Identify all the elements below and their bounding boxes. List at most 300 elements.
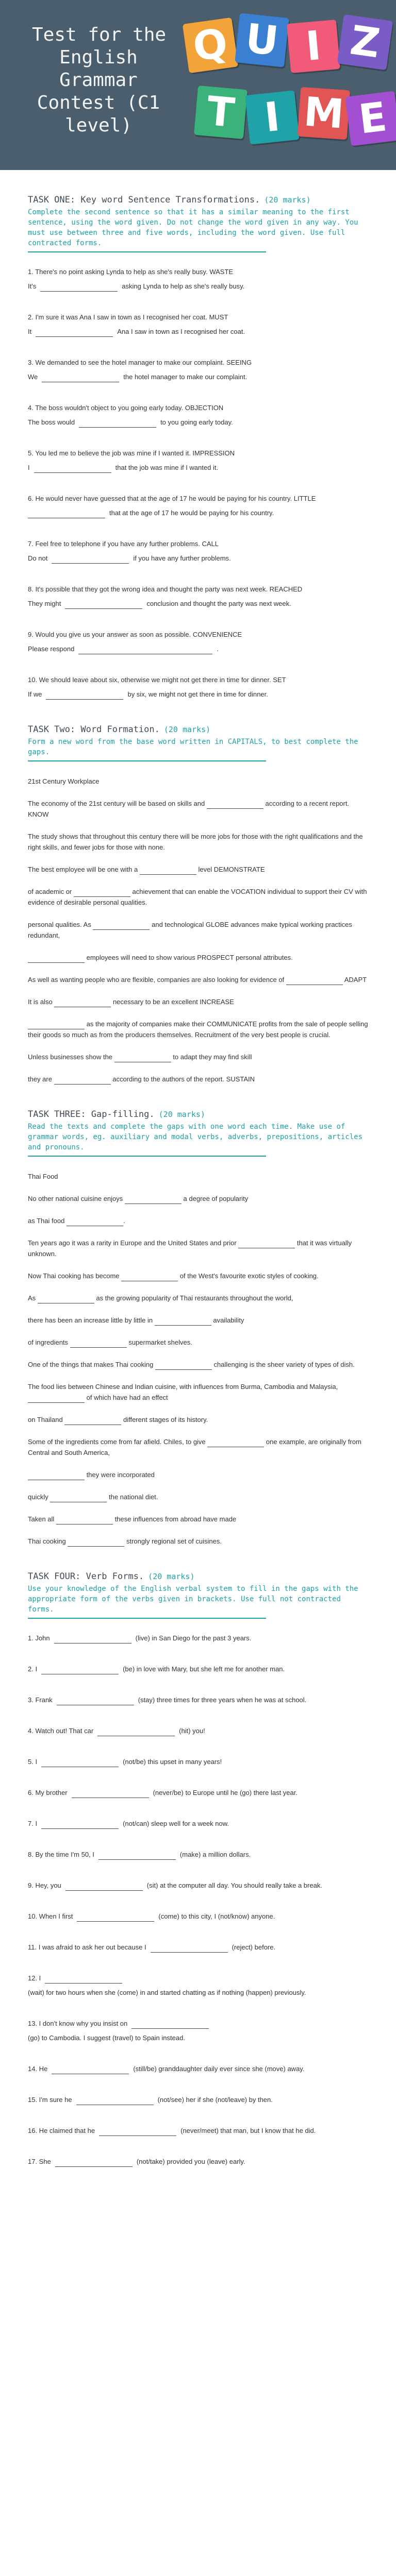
answer-line xyxy=(28,1880,368,1891)
task-one-section xyxy=(28,195,368,700)
text-block xyxy=(28,864,368,875)
answer-line xyxy=(28,2095,368,2105)
question xyxy=(28,312,368,337)
answer-line xyxy=(28,2019,368,2043)
task-marks: (20 marks) xyxy=(163,725,211,734)
answer-line xyxy=(28,1819,368,1829)
text-before: It is also xyxy=(28,998,53,1006)
answer-suffix: Ana I saw in town as I recognised her coat. xyxy=(117,328,245,335)
paragraph xyxy=(28,1381,368,1403)
text-after: employees will need to show various PROSPECT personal attributes. xyxy=(86,954,293,961)
answer-blank[interactable] xyxy=(121,1273,178,1281)
letter-tile: I xyxy=(245,90,300,145)
text-before: The food lies between Chinese and Indian cuisine, with influences from Burma, Cambodia and Malaysia, xyxy=(28,1383,338,1391)
text-after: (wait) for two hours when she (come) in and started chatting as if nothing (happen) previously. xyxy=(28,1989,306,1996)
text-after: according to a recent report. KNOW xyxy=(28,800,350,818)
text-after: strongly regional set of cuisines. xyxy=(126,1537,222,1545)
text-before: 12. I xyxy=(28,1974,41,1982)
question xyxy=(28,1880,368,1891)
title-line: English xyxy=(59,47,138,68)
question xyxy=(28,2095,368,2105)
paragraph xyxy=(28,952,368,963)
paragraph xyxy=(28,1238,368,1259)
answer-blank[interactable] xyxy=(41,1666,119,1674)
text-block xyxy=(28,798,368,820)
quiz-time-tiles xyxy=(165,0,396,170)
text-block xyxy=(28,1381,368,1403)
paragraph xyxy=(28,1414,368,1425)
answer-line xyxy=(28,1633,368,1643)
text-after: challenging is the sheer variety of types of dish. xyxy=(213,1361,355,1368)
paragraph xyxy=(28,798,368,820)
paragraph: The study shows that throughout this century there will be more jobs for those with the right qualifications and the right skills, and fewer jobs for those with none. xyxy=(28,833,363,851)
text-after: (hit) you! xyxy=(179,1727,205,1735)
question xyxy=(28,358,368,382)
answer-blank[interactable] xyxy=(55,2158,133,2167)
question xyxy=(28,2064,368,2074)
text-before: 16. He claimed that he xyxy=(28,2127,95,2134)
letter-tile: T xyxy=(194,86,248,139)
text-after: (sit) at the computer all day. You should really take a break. xyxy=(146,1882,322,1889)
text-block xyxy=(28,1337,368,1348)
answer-blank[interactable] xyxy=(40,283,118,292)
answer-line xyxy=(28,1695,368,1705)
task-marks: (20 marks) xyxy=(158,1110,205,1119)
question xyxy=(28,2019,368,2043)
text-heading: Thai Food xyxy=(28,1173,58,1180)
answer-blank[interactable] xyxy=(93,921,150,930)
content xyxy=(0,195,396,2218)
letter-tile: U xyxy=(235,13,289,67)
answer-blank[interactable] xyxy=(28,510,105,518)
answer-suffix: the hotel manager to make our complaint. xyxy=(123,373,248,381)
answer-blank[interactable] xyxy=(207,1438,264,1447)
answer-prefix: The boss would xyxy=(28,418,75,426)
text-after: achievement that can enable the VOCATION individual to support their CV with evidence of desirable personal qualities. xyxy=(28,888,367,906)
text-before: 11. I was afraid to ask her out because I xyxy=(28,1943,146,1951)
text-block xyxy=(28,831,368,853)
question-sentence: 7. Feel free to telephone if you have any further problems. CALL xyxy=(28,540,219,548)
paragraph xyxy=(28,1536,368,1547)
text-before: 2. I xyxy=(28,1665,38,1673)
text-after: (not/be) this upset in many years! xyxy=(123,1758,222,1766)
text-after: different stages of its history. xyxy=(123,1416,208,1423)
text-before: The best employee will be one with a xyxy=(28,866,138,873)
text-before: No other national cuisine enjoys xyxy=(28,1195,123,1202)
text-before: of academic or xyxy=(28,888,72,895)
question-sentence: 8. It's possible that they got the wrong idea and thought the party was next week. REACHED xyxy=(28,585,303,593)
letter-tile: E xyxy=(345,91,396,146)
answer-line xyxy=(28,463,368,473)
answer-blank[interactable] xyxy=(99,2127,176,2136)
text-before: 17. She xyxy=(28,2158,51,2165)
answer-blank[interactable] xyxy=(54,1635,131,1643)
answer-blank[interactable] xyxy=(38,1295,94,1303)
answer-blank[interactable] xyxy=(131,2020,209,2029)
answer-blank[interactable] xyxy=(36,328,113,337)
answer-line xyxy=(28,689,368,700)
letter-tile: Q xyxy=(183,18,238,73)
answer-blank[interactable] xyxy=(34,464,111,473)
answer-prefix: It xyxy=(28,328,32,335)
answer-blank[interactable] xyxy=(41,1758,119,1767)
answer-blank[interactable] xyxy=(28,954,85,963)
answer-blank[interactable] xyxy=(65,600,142,609)
text-after: ADAPT xyxy=(344,976,367,984)
paragraph xyxy=(28,1215,368,1226)
answer-line xyxy=(28,2157,368,2167)
divider xyxy=(28,251,266,252)
paragraph xyxy=(28,886,368,908)
paragraph xyxy=(28,1074,368,1084)
answer-line xyxy=(28,1911,368,1922)
question xyxy=(28,267,368,292)
answer-blank[interactable] xyxy=(140,866,196,875)
paragraph xyxy=(28,1337,368,1348)
text-after: level DEMONSTRATE xyxy=(198,866,265,873)
answer-suffix: if you have any further problems. xyxy=(133,554,231,562)
text-after: (never/meet) that man, but I know that he did. xyxy=(180,2127,316,2134)
answer-line xyxy=(28,281,368,292)
divider xyxy=(28,1618,266,1619)
answer-prefix: We xyxy=(28,373,38,381)
text-before: 15. I'm sure he xyxy=(28,2096,72,2104)
answer-line xyxy=(28,1788,368,1798)
text-before: One of the things that makes Thai cooking xyxy=(28,1361,154,1368)
answer-blank[interactable] xyxy=(155,1361,212,1370)
answer-suffix: to you going early today. xyxy=(160,418,233,426)
answer-blank[interactable] xyxy=(114,1054,171,1062)
answer-line xyxy=(28,1726,368,1736)
answer-suffix: that the job was mine if I wanted it. xyxy=(115,464,219,471)
question xyxy=(28,1911,368,1922)
answer-blank[interactable] xyxy=(54,998,111,1007)
text-before: Some of the ingredients come from far afield. Chiles, to give xyxy=(28,1438,206,1446)
text-before: 13. I don't know why you insist on xyxy=(28,2020,128,2027)
text-after: (never/be) to Europe until he (go) there last year. xyxy=(153,1789,298,1797)
text-after: (make) a million dollars. xyxy=(179,1851,251,1858)
question-sentence: 10. We should leave about six, otherwise we might not get there in time for dinner. SET xyxy=(28,676,286,684)
answer-line xyxy=(28,327,368,337)
answer-blank[interactable] xyxy=(77,1913,154,1922)
answer-suffix: . xyxy=(217,645,219,653)
task-title-text: TASK Two: Word Formation. xyxy=(28,724,160,735)
header-banner xyxy=(0,0,396,170)
question xyxy=(28,1757,368,1767)
question xyxy=(28,1850,368,1860)
text-after: according to the authors of the report. SUSTAIN xyxy=(112,1075,255,1083)
question-sentence: 9. Would you give us your answer as soon as possible. CONVENIENCE xyxy=(28,631,242,638)
text-after: they were incorporated xyxy=(86,1471,155,1479)
paragraph xyxy=(28,1293,368,1303)
answer-blank[interactable] xyxy=(125,1195,182,1204)
question-sentence: 3. We demanded to see the hotel manager to make our complaint. SEEING xyxy=(28,359,252,366)
text-block xyxy=(28,1359,368,1370)
text-before: they are xyxy=(28,1075,52,1083)
text-before: As well as wanting people who are flexible, companies are also looking for evidence of xyxy=(28,976,285,984)
text-after: these influences from abroad have made xyxy=(114,1515,237,1523)
question-sentence: 1. There's no point asking Lynda to help as she's really busy. WASTE xyxy=(28,268,234,276)
text-before: 9. Hey, you xyxy=(28,1882,61,1889)
answer-blank[interactable] xyxy=(56,1516,113,1524)
answer-blank[interactable] xyxy=(54,1076,111,1084)
paragraph xyxy=(28,974,368,985)
text-block xyxy=(28,1052,368,1062)
answer-blank[interactable] xyxy=(64,1416,121,1425)
text-block xyxy=(28,1074,368,1084)
task-instructions: Use your knowledge of the English verbal system to fill in the gaps with the appropriate form of the verbs given in brackets. Use full not contracted forms. xyxy=(28,1585,358,1614)
answer-blank[interactable] xyxy=(207,800,263,809)
question-sentence: 6. He would never have guessed that at the age of 17 he would be paying for his country. LITTLE xyxy=(28,495,316,502)
question xyxy=(28,630,368,654)
text-block xyxy=(28,1019,368,1040)
text-before: quickly xyxy=(28,1493,48,1501)
paragraph xyxy=(28,1315,368,1326)
text-before: as Thai food xyxy=(28,1217,65,1225)
answer-prefix: If we xyxy=(28,690,42,698)
answer-blank[interactable] xyxy=(28,1471,85,1480)
answer-blank[interactable] xyxy=(28,1394,85,1403)
answer-blank[interactable] xyxy=(76,2096,154,2105)
text-after: necessary to be an excellent INCREASE xyxy=(112,998,234,1006)
text-before: As xyxy=(28,1294,36,1302)
text-block xyxy=(28,919,368,941)
text-before: Thai cooking xyxy=(28,1537,66,1545)
answer-blank[interactable] xyxy=(151,1944,228,1953)
text-after: as the growing popularity of Thai restaurants throughout the world, xyxy=(96,1294,293,1302)
paragraph xyxy=(28,1359,368,1370)
task-instructions: Read the texts and complete the gaps with one word each time. Make use of grammar words, eg. auxiliary and modal verbs, adverbs, prepositions, articles and pronouns. xyxy=(28,1123,363,1151)
question xyxy=(28,1633,368,1643)
question xyxy=(28,448,368,473)
paragraph xyxy=(28,919,368,941)
answer-suffix: that at the age of 17 he would be paying for his country. xyxy=(109,509,274,517)
text-after: (not/take) provided you (leave) early. xyxy=(136,2158,245,2165)
text-after: (not/can) sleep well for a week now. xyxy=(123,1820,229,1827)
task-title-text: TASK ONE: Key word Sentence Transformations. xyxy=(28,195,260,205)
text-block xyxy=(28,1469,368,1480)
text-before: on Thailand xyxy=(28,1416,63,1423)
text-after: (not/see) her if she (not/leave) by then. xyxy=(157,2096,273,2104)
text-after: the national diet. xyxy=(109,1493,158,1501)
task-three-section xyxy=(28,1109,368,1547)
text-after: (stay) three times for three years when he was at school. xyxy=(138,1696,307,1704)
text-before: 7. I xyxy=(28,1820,38,1827)
title-line: Test for the xyxy=(32,24,167,45)
text-block xyxy=(28,1193,368,1204)
text-block xyxy=(28,952,368,963)
text-before: 6. My brother xyxy=(28,1789,68,1797)
paragraph xyxy=(28,864,368,875)
answer-blank[interactable] xyxy=(45,1975,122,1984)
question xyxy=(28,2126,368,2136)
text-block xyxy=(28,974,368,985)
text-before: personal qualities. As xyxy=(28,921,91,928)
answer-blank[interactable] xyxy=(155,1317,211,1326)
answer-line xyxy=(28,1942,368,1953)
question xyxy=(28,1788,368,1798)
paragraph xyxy=(28,1469,368,1480)
text-after: (go) to Cambodia. I suggest (travel) to Spain instead. xyxy=(28,2034,185,2042)
answer-prefix: Do not xyxy=(28,554,48,562)
answer-blank[interactable] xyxy=(79,419,156,428)
text-block xyxy=(28,1514,368,1524)
question xyxy=(28,1726,368,1736)
text-before: 5. I xyxy=(28,1758,38,1766)
answer-blank[interactable] xyxy=(52,555,129,564)
text-after: of the West's favourite exotic styles of cooking. xyxy=(179,1272,319,1280)
answer-blank[interactable] xyxy=(78,646,212,654)
task-title-text: TASK FOUR: Verb Forms. xyxy=(28,1571,144,1582)
answer-line xyxy=(28,1973,368,1998)
text-before: there has been an increase little by little in xyxy=(28,1316,153,1324)
text-after: one example, are originally from Central and South America, xyxy=(28,1438,361,1456)
paragraph xyxy=(28,1436,368,1458)
text-after: that it was virtually unknown. xyxy=(28,1239,352,1258)
question xyxy=(28,1664,368,1674)
task-four-title xyxy=(28,1571,368,1582)
text-block xyxy=(28,776,368,787)
text-before: Ten years ago it was a rarity in Europe and the United States and prior xyxy=(28,1239,237,1247)
text-block xyxy=(28,1293,368,1303)
page-title xyxy=(0,0,165,170)
answer-line xyxy=(28,644,368,654)
task-two-section xyxy=(28,724,368,1084)
text-after: and technological GLOBE advances make typical working practices redundant, xyxy=(28,921,352,939)
answer-blank[interactable] xyxy=(28,1021,85,1029)
text-block xyxy=(28,886,368,908)
answer-suffix: conclusion and thought the party was next week. xyxy=(146,600,291,607)
text-after: a degree of popularity xyxy=(183,1195,249,1202)
text-block xyxy=(28,996,368,1007)
text-after: of which have had an effect xyxy=(86,1394,168,1401)
text-before: Taken all xyxy=(28,1515,55,1523)
text-block xyxy=(28,1315,368,1326)
text-block xyxy=(28,1171,368,1182)
letter-tile: I xyxy=(287,20,340,73)
answer-line xyxy=(28,553,368,564)
text-before: 1. John xyxy=(28,1634,50,1642)
paragraph xyxy=(28,1492,368,1502)
text-after: . xyxy=(123,1217,125,1225)
task-four-section xyxy=(28,1571,368,2167)
text-before: 14. He xyxy=(28,2065,48,2073)
answer-prefix: I xyxy=(28,464,30,471)
paragraph xyxy=(28,1052,368,1062)
title-line: Grammar xyxy=(59,70,138,91)
text-after: (still/be) granddaughter daily ever since she (move) away. xyxy=(133,2065,305,2073)
text-after: to adapt they may find skill xyxy=(173,1053,252,1061)
answer-prefix: It's xyxy=(28,282,37,290)
task-instructions: Form a new word from the base word written in CAPITALS, to best complete the gaps. xyxy=(28,738,358,756)
answer-prefix: Please respond xyxy=(28,645,75,653)
text-after: (come) to this city, I (not/know) anyone. xyxy=(158,1912,275,1920)
task-three-title xyxy=(28,1109,368,1120)
question xyxy=(28,584,368,609)
answer-blank[interactable] xyxy=(68,1538,124,1547)
text-block xyxy=(28,1238,368,1259)
text-before: The economy of the 21st century will be based on skills and xyxy=(28,800,205,807)
answer-blank[interactable] xyxy=(46,691,123,700)
text-before: 4. Watch out! That car xyxy=(28,1727,94,1735)
text-before: Unless businesses show the xyxy=(28,1053,113,1061)
question xyxy=(28,1695,368,1705)
task-marks: (20 marks) xyxy=(148,1572,195,1581)
answer-blank[interactable] xyxy=(65,1882,143,1891)
answer-blank[interactable] xyxy=(74,888,130,897)
task-marks: (20 marks) xyxy=(264,195,311,205)
answer-blank[interactable] xyxy=(70,1339,127,1348)
question xyxy=(28,675,368,700)
text-before: Now Thai cooking has become xyxy=(28,1272,120,1280)
answer-prefix: They might xyxy=(28,600,61,607)
task-title-text: TASK THREE: Gap-filling. xyxy=(28,1109,155,1120)
answer-blank[interactable] xyxy=(286,976,343,985)
answer-suffix: by six, we might not get there in time for dinner. xyxy=(127,690,268,698)
paragraph xyxy=(28,996,368,1007)
text-after: availability xyxy=(213,1316,244,1324)
answer-line xyxy=(28,417,368,428)
question xyxy=(28,494,368,518)
text-block xyxy=(28,1215,368,1226)
text-after: (reject) before. xyxy=(232,1943,276,1951)
answer-blank[interactable] xyxy=(97,1727,175,1736)
answer-blank[interactable] xyxy=(57,1697,134,1705)
text-block xyxy=(28,1414,368,1425)
task-one-title xyxy=(28,195,368,205)
divider xyxy=(28,1156,266,1157)
question xyxy=(28,1973,368,1998)
answer-blank[interactable] xyxy=(42,374,119,382)
answer-line xyxy=(28,1850,368,1860)
text-block xyxy=(28,1492,368,1502)
text-before: 10. When I first xyxy=(28,1912,73,1920)
question xyxy=(28,1819,368,1829)
answer-blank[interactable] xyxy=(98,1851,176,1860)
question xyxy=(28,2157,368,2167)
answer-blank[interactable] xyxy=(52,2065,129,2074)
text-before: 8. By the time I'm 50, I xyxy=(28,1851,94,1858)
answer-line xyxy=(28,599,368,609)
answer-blank[interactable] xyxy=(50,1494,107,1502)
answer-blank[interactable] xyxy=(67,1217,123,1226)
text-block xyxy=(28,1270,368,1281)
question-sentence: 2. I'm sure it was Ana I saw in town as I recognised her coat. MUST xyxy=(28,313,228,321)
question xyxy=(28,1942,368,1953)
question-sentence: 5. You led me to believe the job was mine if I wanted it. IMPRESSION xyxy=(28,449,235,457)
letter-tile: Z xyxy=(337,14,393,70)
text-after: (be) in love with Mary, but she left me for another man. xyxy=(123,1665,285,1673)
question xyxy=(28,539,368,564)
text-before: of ingredients xyxy=(28,1338,69,1346)
question-sentence: 4. The boss wouldn't object to you going early today. OBJECTION xyxy=(28,404,224,412)
answer-line xyxy=(28,1757,368,1767)
answer-blank[interactable] xyxy=(238,1240,295,1248)
question xyxy=(28,403,368,428)
paragraph xyxy=(28,1514,368,1524)
task-instructions: Complete the second sentence so that it has a similar meaning to the first sentence, using the word given. Do not change the word given in any way. You must use between three and five words, including the word given. Use full contracted forms. xyxy=(28,208,358,247)
text-after: (live) in San Diego for the past 3 years. xyxy=(135,1634,252,1642)
text-block xyxy=(28,1436,368,1458)
answer-line xyxy=(28,2064,368,2074)
title-line: Contest (C1 xyxy=(37,92,160,113)
text-after: as the majority of companies make their COMMUNICATE profits from the sale of people selling their goods so much as from the producers themselves. Recruitment of the very best people is crucial. xyxy=(28,1020,368,1039)
answer-blank[interactable] xyxy=(41,1820,119,1829)
text-after: supermarket shelves. xyxy=(128,1338,192,1346)
answer-blank[interactable] xyxy=(72,1789,149,1798)
paragraph xyxy=(28,1019,368,1040)
text-heading: 21st Century Workplace xyxy=(28,777,100,785)
